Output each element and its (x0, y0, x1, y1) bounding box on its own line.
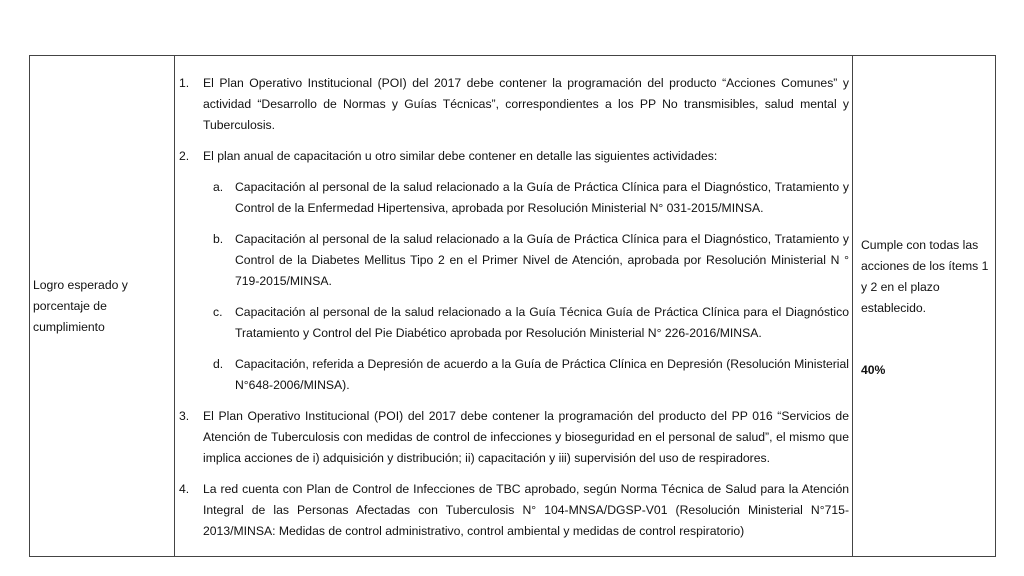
item-text: La red cuenta con Plan de Control de Infecciones de TBC aprobado, según Norma Técnica de Salud para la Atención Integral de las Personas Afectadas con Tuberculosis N° 104-MNSA/DGSP-V01 (Resolución Ministerial N°715-2013/MINSA: Medidas de control administrativo, control ambiental y medidas de control respiratorio) (203, 481, 849, 538)
item-number: 2. (179, 148, 190, 163)
sub-item-letter: a. (213, 179, 224, 194)
item-text: El plan anual de capacitación u otro similar debe contener en detalle las siguientes actividades: (203, 148, 718, 163)
item-text: El Plan Operativo Institucional (POI) del 2017 debe contener la programación del producto “Acciones Comunes” y actividad “Desarrollo de Normas y Guías Técnicas”, correspondientes a los PP No transmisibles, salud mental y Tuberculosis. (203, 75, 849, 132)
result-text: Cumple con todas las acciones de los ítems 1 y 2 en el plazo establecido. (861, 238, 989, 315)
sub-item-letter: c. (213, 304, 223, 319)
sub-item-c (213, 302, 849, 344)
list-item-3 (179, 406, 849, 469)
row-label-cell (30, 56, 175, 557)
sub-item-text: Capacitación al personal de la salud relacionado a la Guía de Práctica Clínica para el Diagnóstico, Tratamiento y Control de la Diabetes Mellitus Tipo 2 en el Primer Nivel de Atención, aprobada por Resolución Ministerial N ° 719-2015/MINSA. (235, 231, 849, 288)
item-number: 4. (179, 481, 190, 496)
list-item-4 (179, 479, 849, 542)
item-number: 1. (179, 75, 190, 90)
sub-item-d (213, 354, 849, 396)
list-item-1 (179, 73, 849, 136)
sub-item-letter: d. (213, 356, 224, 371)
result-percent: 40% (861, 363, 886, 377)
sub-item-text: Capacitación al personal de la salud relacionado a la Guía Técnica Guía de Práctica Clínica para el Diagnóstico Tratamiento y Control del Pie Diabético aprobada por Resolución Ministerial N° 226-2016/MINSA. (235, 304, 849, 340)
requirements-cell (175, 56, 853, 557)
sub-item-text: Capacitación, referida a Depresión de acuerdo a la Guía de Práctica Clínica en Depresión (Resolución Ministerial N°648-2006/MINSA). (235, 356, 849, 392)
row-label: Logro esperado y porcentaje de cumplimiento (33, 277, 128, 334)
result-cell (853, 56, 996, 557)
criteria-table (29, 55, 996, 557)
sub-item-text: Capacitación al personal de la salud relacionado a la Guía de Práctica Clínica para el Diagnóstico, Tratamiento y Control de la Enfermedad Hipertensiva, aprobada por Resolución Ministerial N° 031-2015/MINSA. (235, 179, 849, 215)
list-item-2 (179, 146, 849, 167)
item-number: 3. (179, 408, 190, 423)
sub-item-b (213, 229, 849, 292)
table-row (30, 56, 996, 557)
sub-item-letter: b. (213, 231, 224, 246)
sub-item-a (213, 177, 849, 219)
item-text: El Plan Operativo Institucional (POI) del 2017 debe contener la programación del producto del PP 016 “Servicios de Atención de Tuberculosis con medidas de control de infecciones y bioseguridad en el personal de salud”, el mismo que implica acciones de i) adquisición y distribución; ii) capacitación y iii) supervisión del uso de respiradores. (203, 408, 849, 465)
